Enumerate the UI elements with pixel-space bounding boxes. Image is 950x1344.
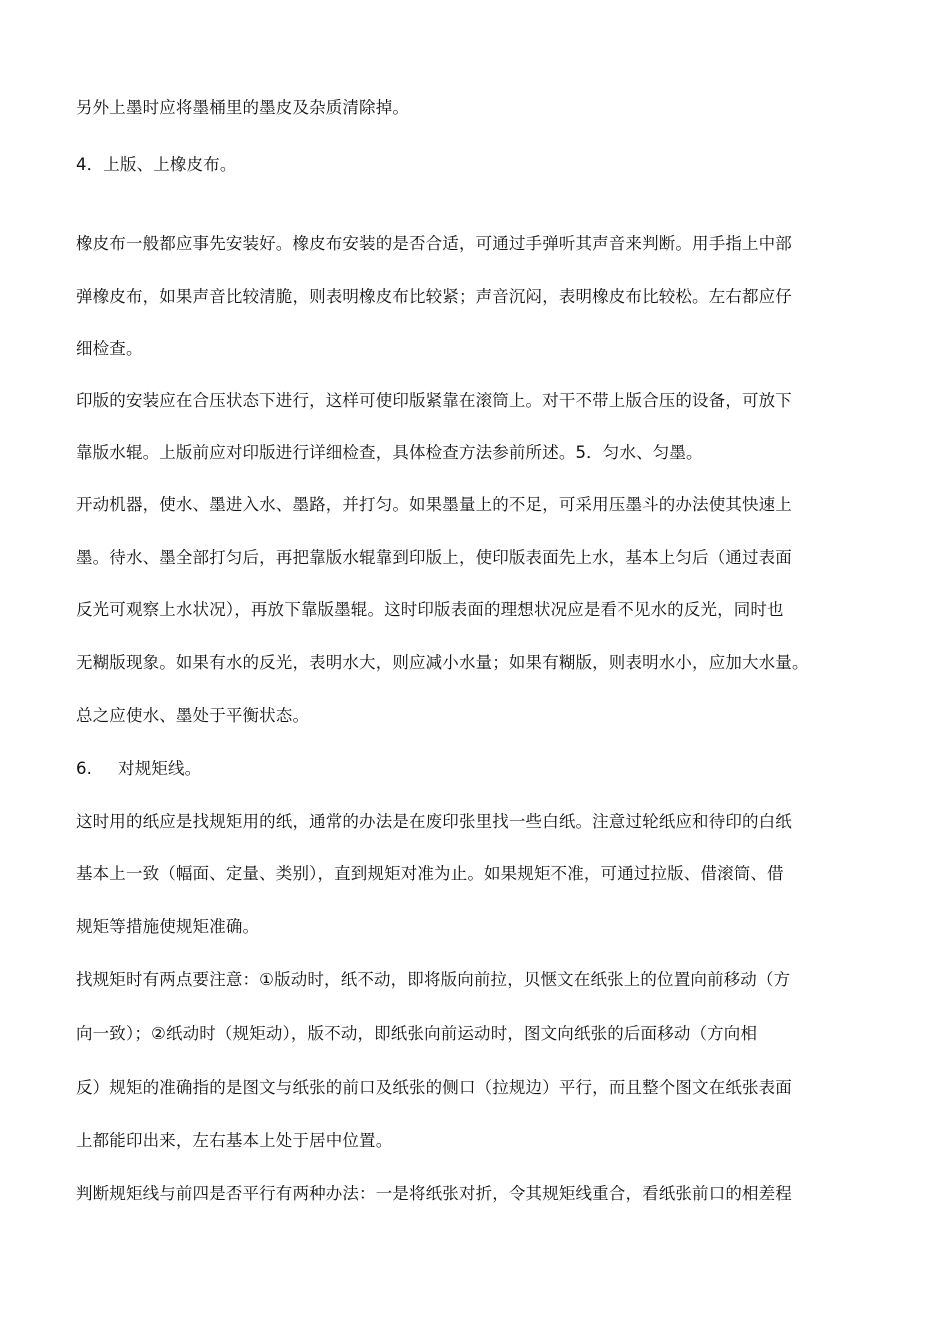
text-line: 无糊版现象。如果有水的反光，表明水大，则应减小水量；如果有糊版，则表明水小，应加大水量。 bbox=[76, 653, 809, 672]
text-line: 橡皮布一般都应事先安装好。橡皮布安装的是否合适，可通过手弹听其声音来判断。用手指上中部 bbox=[76, 234, 792, 253]
text-line: 向一致）；②纸动时（规矩动），版不动，即纸张向前运动时，图文向纸张的后面移动（方向相 bbox=[76, 1024, 758, 1043]
text-line: 靠版水辊。上版前应对印版进行详细检查，具体检查方法参前所述。5．匀水、匀墨。 bbox=[76, 443, 703, 462]
text-line: 反光可观察上水状况），再放下靠版墨辊。这时印版表面的理想状况应是看不见水的反光，同时也 bbox=[76, 600, 784, 619]
text-line: 总之应使水、墨处于平衡状态。 bbox=[76, 706, 310, 725]
section-heading bbox=[76, 758, 201, 780]
text-line: 规矩等措施使规矩准确。 bbox=[76, 917, 260, 936]
text-line: 墨。待水、墨全部打匀后，再把靠版水辊靠到印版上，使印版表面先上水，基本上匀后（通过表面 bbox=[76, 548, 792, 567]
text-line: 细检查。 bbox=[76, 339, 143, 358]
text-line: 另外上墨时应将墨桶里的墨皮及杂质清除掉。 bbox=[76, 98, 409, 117]
section-title: 对规矩线。 bbox=[118, 759, 202, 778]
text-line: 反）规矩的准确指的是图文与纸张的前口及纸张的侧口（拉规边）平行，而且整个图文在纸张表面 bbox=[76, 1078, 792, 1097]
text-line: 开动机器，使水、墨进入水、墨路，并打匀。如果墨量上的不足，可采用压墨斗的办法使其快速上 bbox=[76, 495, 792, 514]
text-line: 这时用的纸应是找规矩用的纸，通常的办法是在废印张里找一些白纸。注意过轮纸应和待印的白纸 bbox=[76, 812, 792, 831]
text-line: 弹橡皮布，如果声音比较清脆，则表明橡皮布比较紧；声音沉闷，表明橡皮布比较松。左右都应仔 bbox=[76, 287, 792, 306]
text-line: 印版的安装应在合压状态下进行，这样可使印版紧靠在滚筒上。对干不带上版合压的设备，可放下 bbox=[76, 391, 792, 410]
text-line: 上都能印出来，左右基本上处于居中位置。 bbox=[76, 1131, 393, 1150]
section-number: 6. bbox=[76, 759, 93, 778]
text-line: 判断规矩线与前四是否平行有两种办法：一是将纸张对折，令其规矩线重合，看纸张前口的相差程 bbox=[76, 1184, 792, 1203]
text-line: 找规矩时有两点要注意：①版动时，纸不动，即将版向前拉，贝惬文在纸张上的位置向前移动（方 bbox=[76, 970, 791, 989]
section-heading: 4．上版、上橡皮布。 bbox=[76, 155, 237, 174]
text-line: 基本上一致（幅面、定量、类别），直到规矩对准为止。如果规矩不准，可通过拉版、借滚筒、借 bbox=[76, 864, 784, 883]
